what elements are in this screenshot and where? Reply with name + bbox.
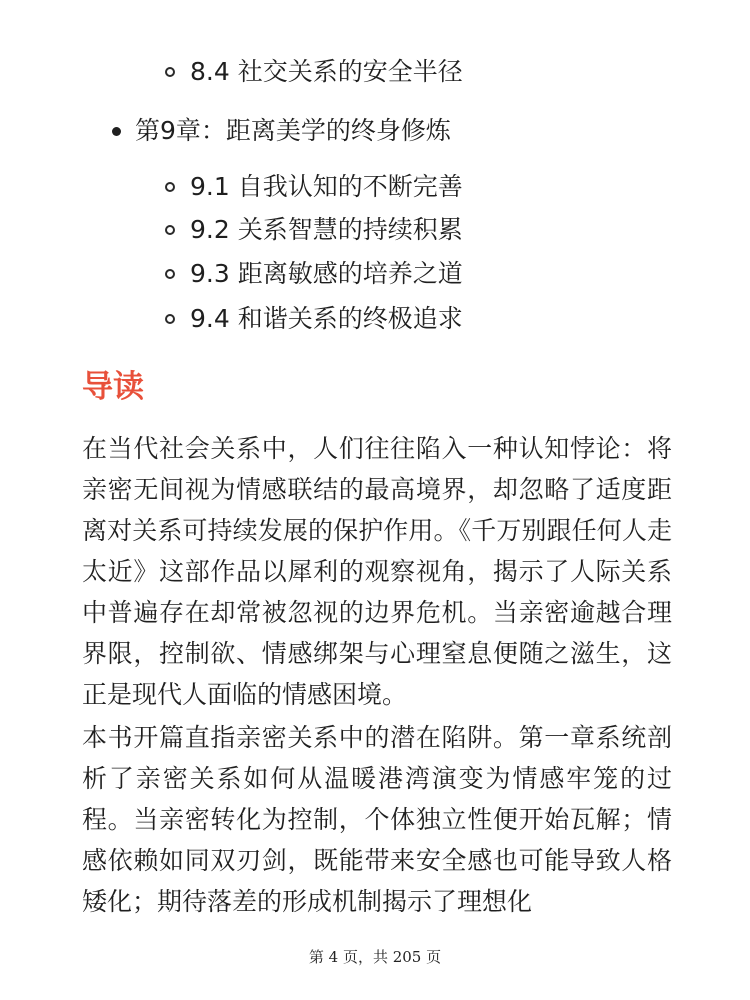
toc-item-8-4[interactable] xyxy=(165,55,463,89)
toc-item-9-3[interactable] xyxy=(165,257,463,291)
toc-chapter-label: 第9章：距离美学的终身修炼 xyxy=(135,116,451,145)
hollow-bullet-icon xyxy=(165,182,175,192)
intro-paragraph-1: 在当代社会关系中，人们往往陷入一种认知悖论：将亲密无间视为情感联结的最高境界，却忽略了适度距离对关系可持续发展的保护作用。《千万别跟任何人走太近》这部作品以犀利的观察视角，揭示了人际关系中普遍存在却常被忽视的边界危机。当亲密逾越合理界限，控制欲、情感绑架与心理窒息便随之滋生，这正是现代人面临的情感困境。 xyxy=(82,434,672,709)
toc-item-9-1[interactable] xyxy=(165,170,463,204)
hollow-bullet-icon xyxy=(165,269,175,279)
toc-chapter-9[interactable] xyxy=(112,114,451,148)
page-number-footer: 第 4 页，共 205 页 xyxy=(308,948,442,966)
toc-item-label: 9.4 和谐关系的终极追求 xyxy=(190,304,463,333)
toc-item-label: 9.2 关系智慧的持续积累 xyxy=(190,215,463,244)
toc-item-label: 8.4 社交关系的安全半径 xyxy=(190,57,463,86)
hollow-bullet-icon xyxy=(165,225,175,235)
toc-item-label: 9.1 自我认知的不断完善 xyxy=(190,172,463,201)
hollow-bullet-icon xyxy=(165,314,175,324)
toc-item-label: 9.3 距离敏感的培养之道 xyxy=(190,259,463,288)
section-heading: 导读 xyxy=(82,369,144,405)
toc-item-9-4[interactable] xyxy=(165,302,463,336)
toc-item-9-2[interactable] xyxy=(165,213,463,247)
hollow-bullet-icon xyxy=(165,67,175,77)
filled-bullet-icon xyxy=(112,127,121,136)
intro-paragraph-2: 本书开篇直指亲密关系中的潜在陷阱。第一章系统剖析了亲密关系如何从温暖港湾演变为情感牢笼的过程。当亲密转化为控制，个体独立性便开始瓦解；情感依赖如同双刃剑，既能带来安全感也可能导致人格矮化；期待落差的形成机制揭示了理想化 xyxy=(82,723,672,916)
